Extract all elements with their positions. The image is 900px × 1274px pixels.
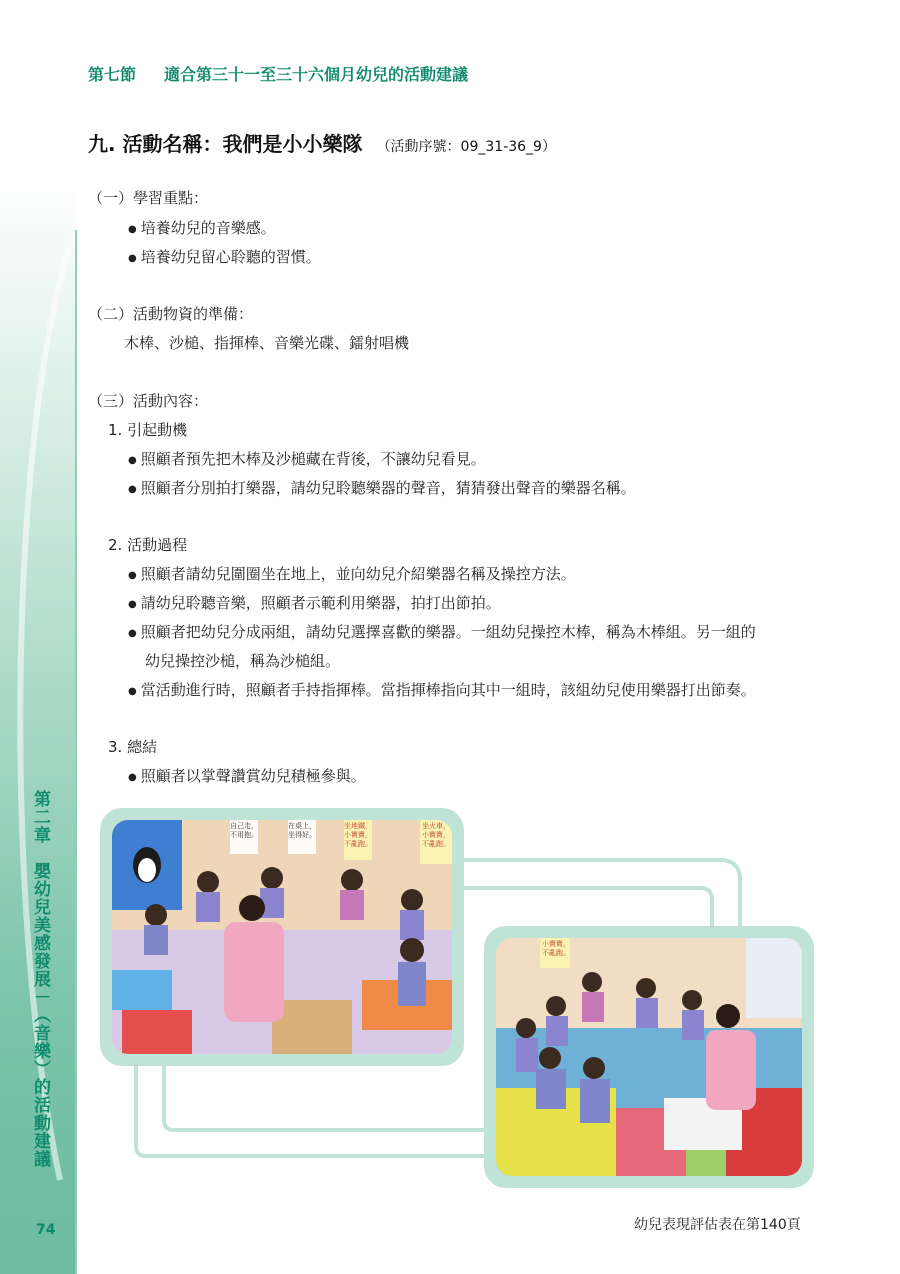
summary-heading: 3. 總結 xyxy=(108,738,158,756)
learning-focus-item: ● 培養幼兒的音樂感。 xyxy=(128,218,276,241)
summary-item: ● 照顧者以掌聲讚賞幼兒積極參與。 xyxy=(128,766,366,789)
process-item: ● 請幼兒聆聽音樂，照顧者示範利用樂器，拍打出節拍。 xyxy=(128,593,501,616)
process-item: ● 當活動進行時，照顧者手持指揮棒。當指揮棒指向其中一組時，該組幼兒使用樂器打出節奏。 xyxy=(128,680,756,703)
section-title: 適合第三十一至三十六個月幼兒的活動建議 xyxy=(164,65,469,84)
activity-name: 九. 活動名稱：我們是小小樂隊 xyxy=(88,132,363,156)
motivation-heading: 1. 引起動機 xyxy=(108,421,188,439)
materials-heading: （二）活動物資的準備： xyxy=(88,305,254,323)
motivation-item: ● 照顧者分別拍打樂器，請幼兒聆聽樂器的聲音，猜猜發出聲音的樂器名稱。 xyxy=(128,478,636,501)
process-item-continued: 幼兒操控沙槌，稱為沙槌組。 xyxy=(145,652,341,670)
activity-photo-2 xyxy=(496,938,802,1176)
wall-sign: 自己走， 不用抱。 xyxy=(230,822,258,839)
process-item: ● 照顧者把幼兒分成兩組，請幼兒選擇喜歡的樂器。一組幼兒操控木棒，稱為木棒組。另一組的 xyxy=(128,622,756,645)
learning-focus-heading: （一）學習重點： xyxy=(88,189,209,207)
section-label: 第七節 xyxy=(88,65,137,84)
wall-sign: 坐火車， 小寶寶， 不亂跑。 xyxy=(422,822,450,848)
wall-sign: 小寶寶， 不亂跑。 xyxy=(542,940,570,957)
process-heading: 2. 活動過程 xyxy=(108,536,188,554)
content-heading: （三）活動內容： xyxy=(88,392,209,410)
materials-text: 木棒、沙槌、指揮棒、音樂光碟、鐳射唱機 xyxy=(124,334,410,352)
activity-photo-1 xyxy=(112,820,452,1054)
activity-serial: （活動序號：09_31-36_9） xyxy=(376,139,556,155)
chapter-title: 第二章 嬰幼兒美感發展－（音樂）的活動建議 xyxy=(30,790,50,1168)
wall-sign: 在桌上， 坐得好。 xyxy=(288,822,316,839)
motivation-item: ● 照顧者預先把木棒及沙槌藏在背後，不讓幼兒看見。 xyxy=(128,449,486,472)
process-item: ● 照顧者請幼兒圍圈坐在地上，並向幼兒介紹樂器名稱及操控方法。 xyxy=(128,564,576,587)
wall-sign: 坐地鐵， 小寶寶， 不亂跑。 xyxy=(344,822,372,848)
learning-focus-item: ● 培養幼兒留心聆聽的習慣。 xyxy=(128,247,321,270)
assessment-page-note: 幼兒表現評估表在第140頁 xyxy=(634,1217,801,1233)
page-number: 74 xyxy=(36,1222,56,1238)
